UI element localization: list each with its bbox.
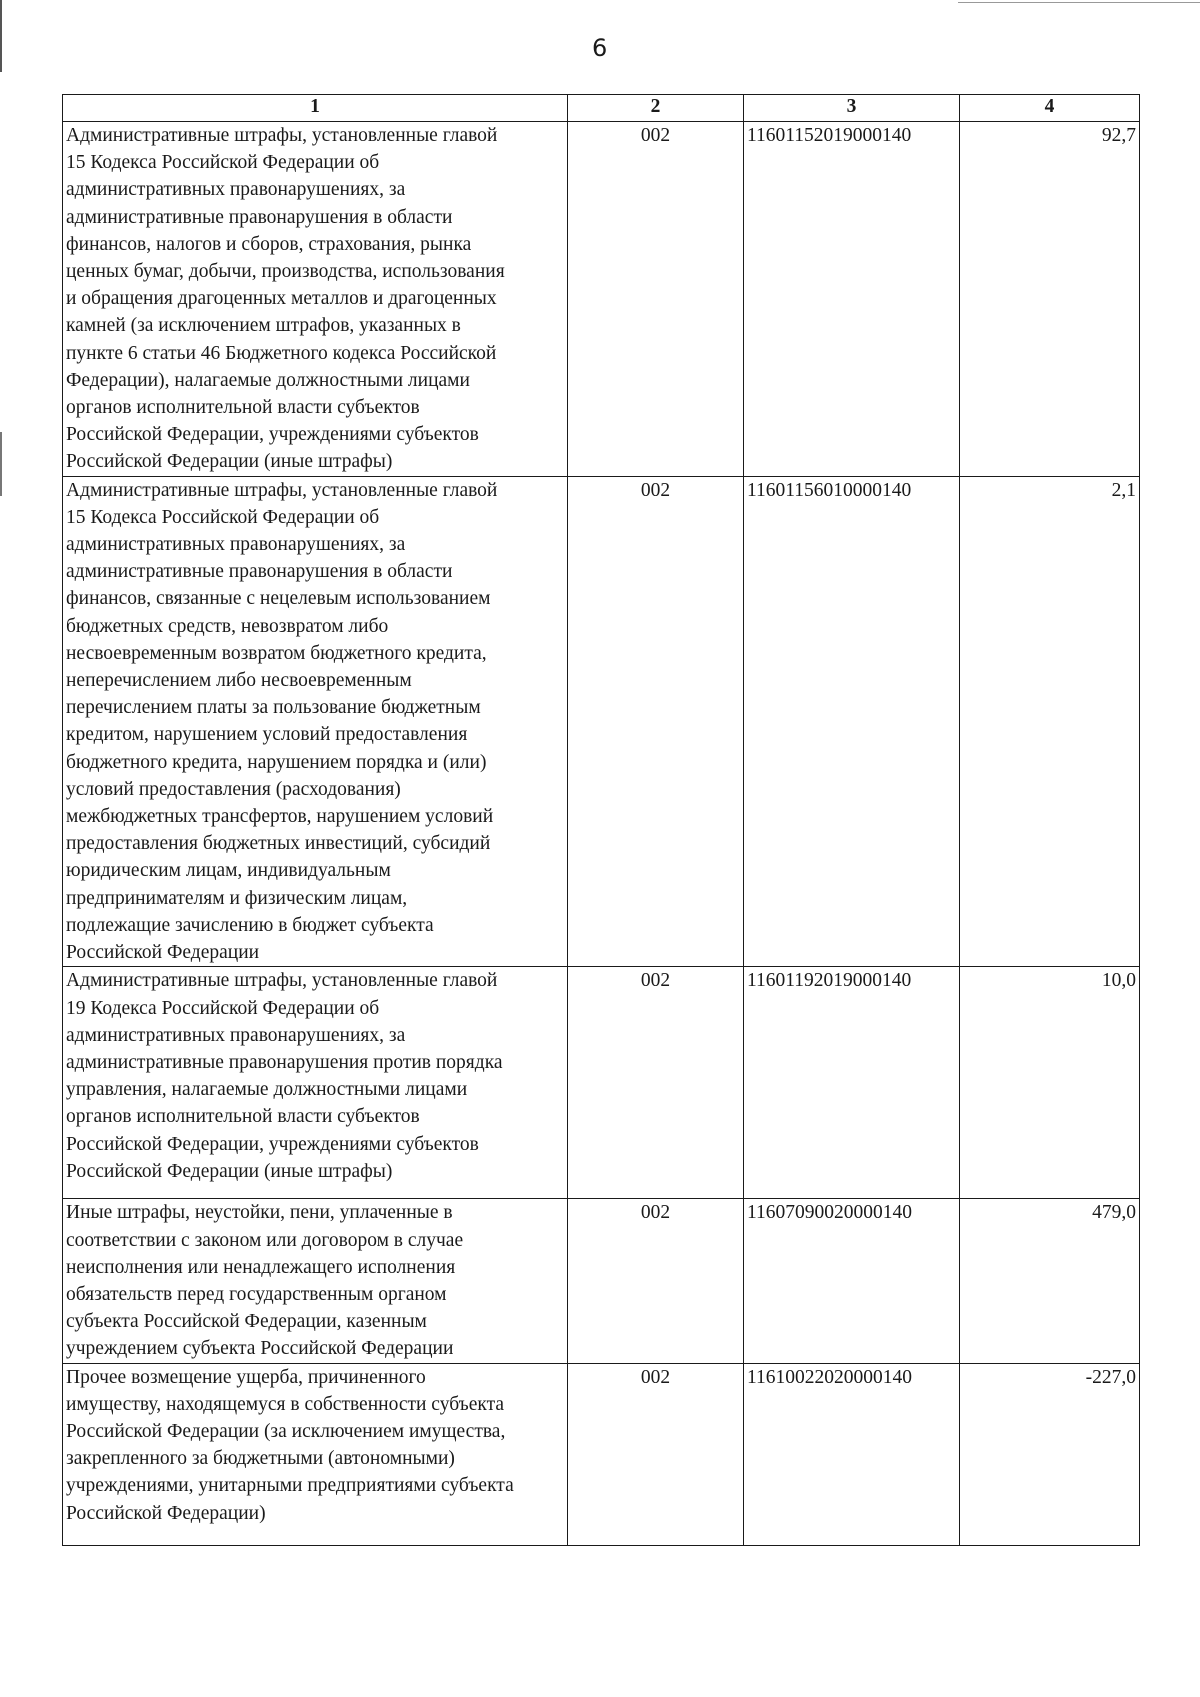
column-header-2: 2 [568,95,744,122]
column-header-3: 3 [744,95,960,122]
revenue-name-cell: Иные штрафы, неустойки, пени, уплаченные в соответствии с законом или договором в случае неисполнения или ненадлежащего исполнения обязательств перед государственным органом субъекта Российской Федерации, казенным учреждением субъекта Российской Федерации [63,1199,568,1363]
amount-cell: 10,0 [960,967,1140,1199]
page-number: 6 [592,34,608,62]
table-row [63,967,1140,1199]
revenue-name-cell: Прочее возмещение ущерба, причиненного имуществу, находящемуся в собственности субъекта Российской Федерации (за исключением имущества, закрепленного за бюджетными (автономными) учреждениями, унитарными предприятиями субъекта Российской Федерации) [63,1363,568,1545]
budget-code-cell: 11610022020000140 [744,1363,960,1545]
administrator-code-cell: 002 [568,476,744,967]
administrator-code-cell: 002 [568,1199,744,1363]
table-row [63,1199,1140,1363]
budget-code-cell: 11601156010000140 [744,476,960,967]
revenue-name-cell: Административные штрафы, установленные главой 19 Кодекса Российской Федерации об административных правонарушениях, за административные правонарушения против порядка управления, налагаемые должностными лицами органов исполнительной власти субъектов Российской Федерации, учреждениями субъектов Российской Федерации (иные штрафы) [63,967,568,1199]
administrator-code-cell: 002 [568,967,744,1199]
revenue-name-cell: Административные штрафы, установленные главой 15 Кодекса Российской Федерации об административных правонарушениях, за административные правонарушения в области финансов, связанные с нецелевым использованием бюджетных средств, невозвратом либо несвоевременным возвратом бюджетного кредита, неперечислением либо несвоевременным перечислением платы за пользование бюджетным кредитом, нарушением условий предоставления бюджетного кредита, нарушением порядка и (или) условий предоставления (расходования) межбюджетных трансфертов, нарушением условий предоставления бюджетных инвестиций, субсидий юридическим лицам, индивидуальным предпринимателям и физическим лицам, подлежащие зачислению в бюджет субъекта Российской Федерации [63,476,568,967]
scan-artifact-top [958,2,1200,3]
amount-cell: 92,7 [960,122,1140,477]
budget-code-cell: 11607090020000140 [744,1199,960,1363]
amount-cell: -227,0 [960,1363,1140,1545]
administrator-code-cell: 002 [568,122,744,477]
budget-code-cell: 11601192019000140 [744,967,960,1199]
column-header-1: 1 [63,95,568,122]
table-row [63,476,1140,967]
scan-artifact-left-2 [0,432,2,496]
administrator-code-cell: 002 [568,1363,744,1545]
scan-artifact-left [0,0,2,72]
table-header-row [63,95,1140,122]
table-row [63,1363,1140,1545]
amount-cell: 479,0 [960,1199,1140,1363]
column-header-4: 4 [960,95,1140,122]
table-row [63,122,1140,477]
amount-cell: 2,1 [960,476,1140,967]
budget-code-cell: 11601152019000140 [744,122,960,477]
revenue-name-cell: Административные штрафы, установленные главой 15 Кодекса Российской Федерации об административных правонарушениях, за административные правонарушения в области финансов, налогов и сборов, страхования, рынка ценных бумаг, добычи, производства, использования и обращения драгоценных металлов и драгоценных камней (за исключением штрафов, указанных в пункте 6 статьи 46 Бюджетного кодекса Российской Федерации), налагаемые должностными лицами органов исполнительной власти субъектов Российской Федерации, учреждениями субъектов Российской Федерации (иные штрафы) [63,122,568,477]
revenue-table [62,94,1140,1546]
